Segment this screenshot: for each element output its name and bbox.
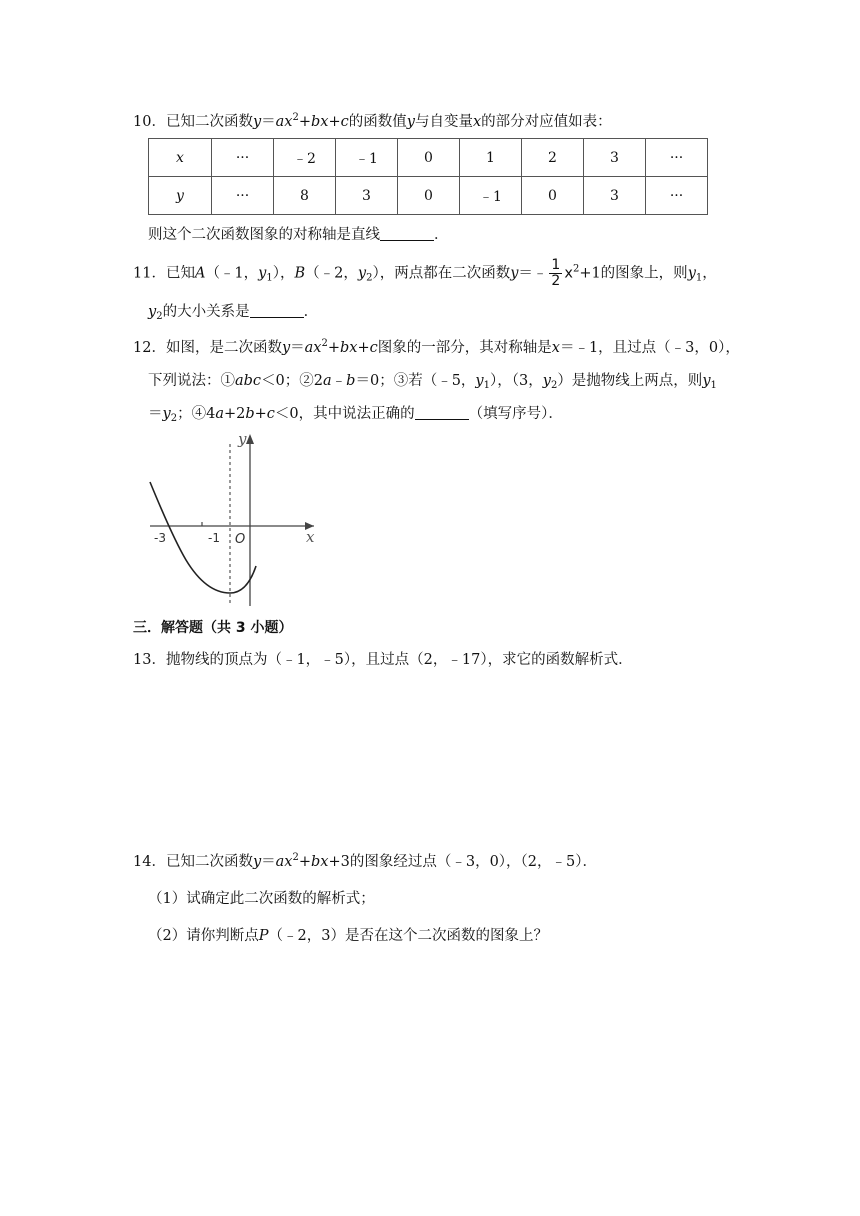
table-cell: y bbox=[149, 177, 212, 215]
table-cell: 8 bbox=[274, 177, 336, 215]
table-cell: 0 bbox=[522, 177, 584, 215]
table-cell: ﹣1 bbox=[460, 177, 522, 215]
table-cell: 3 bbox=[584, 177, 646, 215]
q14-part-1: （1）试确定此二次函数的解析式； bbox=[148, 891, 375, 907]
q12-line-3: $=y_2$；④4a+2b+c＜0，其中说法正确的 （填写序号）． bbox=[148, 406, 563, 424]
parabola-graph bbox=[146, 430, 326, 610]
tick-label: -1 bbox=[208, 531, 220, 545]
answer-blank[interactable] bbox=[250, 303, 304, 318]
fraction: $\frac{1}{2}$ bbox=[551, 257, 561, 289]
table-cell: 3 bbox=[336, 177, 398, 215]
table-cell: x bbox=[149, 139, 212, 177]
q10-question: 则这个二次函数图象的对称轴是直线 ． bbox=[148, 227, 449, 243]
q13-stem: 13．抛物线的顶点为（﹣1，﹣5），且过点（2，﹣17），求它的函数解析式． bbox=[133, 652, 633, 668]
q11-stem: 11．已知A（﹣1，$y_1$），B（﹣2，$y_2$），两点都在二次函数y＝﹣ $\frac{1}{2}$ $x^2+1$的图象上，则$y_1$， bbox=[133, 257, 717, 289]
y-axis-arrow-icon bbox=[246, 434, 254, 444]
answer-blank[interactable] bbox=[415, 405, 469, 420]
table-cell: 1 bbox=[460, 139, 522, 177]
table-cell: ··· bbox=[646, 139, 708, 177]
table-cell: 2 bbox=[522, 139, 584, 177]
section-heading: 三．解答题（共 3 小题） bbox=[133, 620, 293, 636]
table-cell: 3 bbox=[584, 139, 646, 177]
table-cell: ﹣2 bbox=[274, 139, 336, 177]
origin-label: O bbox=[235, 532, 246, 547]
table-cell: ··· bbox=[212, 177, 274, 215]
table-row bbox=[149, 139, 708, 177]
q14-stem: 14．已知二次函数$y=ax^2+bx+3$的图象经过点（﹣3，0），（2，﹣5）． bbox=[133, 852, 598, 870]
table-cell: 0 bbox=[398, 139, 460, 177]
table-cell: ··· bbox=[212, 139, 274, 177]
q10-stem: 10．已知二次函数$y=ax^2+bx+c$的函数值y与自变量x的部分对应值如表： bbox=[133, 112, 612, 130]
q14-part-2: （2）请你判断点P（﹣2，3）是否在这个二次函数的图象上？ bbox=[148, 928, 548, 944]
q12-line-1: 12．如图，是二次函数$y=ax^2+bx+c$图象的一部分，其对称轴是x＝﹣1，且过点（﹣3，0）， bbox=[133, 338, 740, 356]
table-cell: 0 bbox=[398, 177, 460, 215]
x-label: x bbox=[306, 528, 315, 546]
table-cell: ··· bbox=[646, 177, 708, 215]
answer-blank[interactable] bbox=[380, 226, 434, 241]
q11-question: $y_2$的大小关系是 ． bbox=[148, 304, 319, 322]
table-row bbox=[149, 177, 708, 215]
value-table bbox=[148, 138, 708, 215]
y-label: y bbox=[238, 430, 247, 448]
table-cell: ﹣1 bbox=[336, 139, 398, 177]
tick-label: -3 bbox=[154, 531, 166, 545]
q12-line-2: 下列说法：①abc＜0；②2a﹣b＝0；③若（﹣5，$y_1$），（3，$y_2$）是抛物线上两点，则$y_1$ bbox=[148, 373, 717, 391]
